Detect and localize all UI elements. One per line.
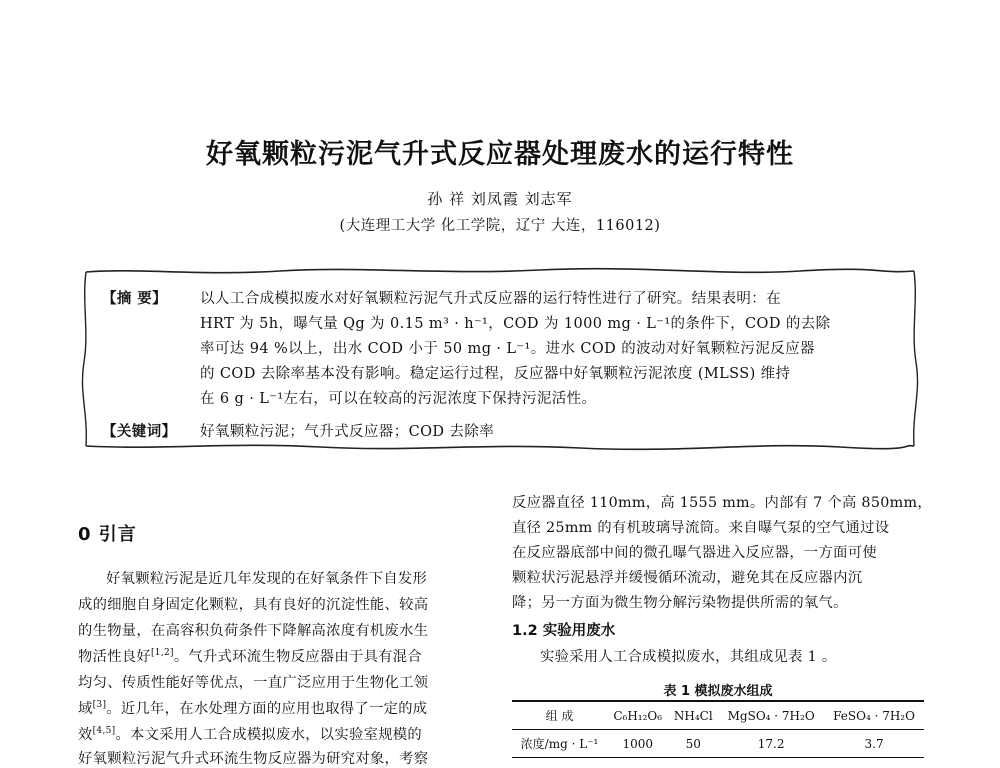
method-line: 在反应器底部中间的微孔曝气器进入反应器，一方面可使 — [512, 545, 877, 561]
intro-line: 好氧颗粒污泥气升式环流生物反应器为研究对象，考察 — [78, 751, 429, 767]
section-heading-introduction: 0 引言 — [78, 524, 137, 545]
author-affiliation: (大连理工大学 化工学院，辽宁 大连，116012) — [339, 218, 661, 234]
citation-ref: [1,2] — [150, 648, 174, 659]
table-row — [512, 730, 924, 758]
composition-table — [512, 700, 924, 758]
table-cell: 17.2 — [757, 736, 785, 751]
abstract-line: 以人工合成模拟废水对好氧颗粒污泥气升式反应器的运行特性进行了研究。结果表明：在 — [200, 291, 782, 307]
table-header-cell: 组 成 — [545, 709, 574, 723]
method-line: 降；另一方面为微生物分解污染物提供所需的氧气。 — [512, 595, 848, 611]
abstract-line: HRT 为 5h，曝气量 Qg 为 0.15 m³ · h⁻¹，COD 为 1000 mg · L⁻¹的条件下，COD 的去除 — [200, 316, 831, 332]
abstract-line: 在 6 g · L⁻¹左右，可以在较高的污泥浓度下保持污泥活性。 — [200, 391, 597, 407]
intro-text: 。气升式环流生物反应器由于具有混合 — [173, 649, 422, 665]
keywords-text: 好氧颗粒污泥；气升式反应器；COD 去除率 — [200, 424, 495, 440]
abstract-line: 率可达 94 %以上，出水 COD 小于 50 mg · L⁻¹。进水 COD 的波动对好氧颗粒污泥反应器 — [200, 341, 815, 357]
method-line: 直径 25mm 的有机玻璃导流筒。来自曝气泵的空气通过设 — [512, 520, 890, 536]
keywords-label: 【关键词】 — [102, 423, 177, 440]
table-cell: 1000 — [622, 736, 653, 751]
abstract-label: 【摘 要】 — [102, 290, 168, 307]
intro-text: 。近几年，在水处理方面的应用也取得了一定的成 — [106, 701, 428, 717]
citation-ref: [4,5] — [92, 726, 116, 737]
table-cell: 50 — [685, 736, 701, 751]
intro-text: 域 — [78, 701, 93, 717]
intro-line — [78, 724, 422, 744]
table-header-cell: MgSO₄ · 7H₂O — [727, 708, 815, 723]
intro-line — [78, 698, 427, 718]
subsection-heading-wastewater: 1.2 实验用废水 — [512, 623, 616, 639]
table-cell: 浓度/mg · L⁻¹ — [520, 737, 599, 751]
intro-line: 成的细胞自身固定化颗粒，具有良好的沉淀性能、较高 — [78, 597, 429, 613]
intro-line: 均匀、传质性能好等优点，一直广泛应用于生物化工领 — [78, 675, 429, 691]
intro-text: 物活性良好 — [78, 649, 151, 665]
table-caption: 表 1 模拟废水组成 — [663, 684, 773, 699]
abstract-box — [80, 262, 920, 454]
author-list: 孙 祥 刘凤霞 刘志军 — [427, 190, 573, 208]
table-header-cell: FeSO₄ · 7H₂O — [833, 708, 915, 723]
intro-text: 。本文采用人工合成模拟废水，以实验室规模的 — [115, 727, 422, 743]
intro-line: 的生物量，在高容积负荷条件下降解高浓度有机废水生 — [78, 623, 429, 639]
method-line: 反应器直径 110mm，高 1555 mm。内部有 7 个高 850mm， — [512, 495, 932, 511]
table-header-cell: NH₄Cl — [673, 708, 713, 723]
table-header-cell: C₆H₁₂O₆ — [613, 708, 663, 723]
method-line: 颗粒状污泥悬浮并缓慢循环流动，避免其在反应器内沉 — [512, 570, 863, 586]
intro-line: 好氧颗粒污泥是近几年发现的在好氧条件下自发形 — [106, 571, 428, 587]
intro-text: 效 — [78, 727, 93, 743]
table-header-row — [512, 701, 924, 730]
method-line: 实验采用人工合成模拟废水，其组成见表 1 。 — [540, 649, 837, 665]
intro-line — [78, 646, 422, 666]
abstract-line: 的 COD 去除率基本没有影响。稳定运行过程，反应器中好氧颗粒污泥浓度 (MLSS) 维持 — [200, 366, 791, 382]
table-cell: 3.7 — [864, 736, 884, 751]
paper-title: 好氧颗粒污泥气升式反应器处理废水的运行特性 — [206, 139, 794, 170]
citation-ref: [3] — [92, 700, 107, 711]
